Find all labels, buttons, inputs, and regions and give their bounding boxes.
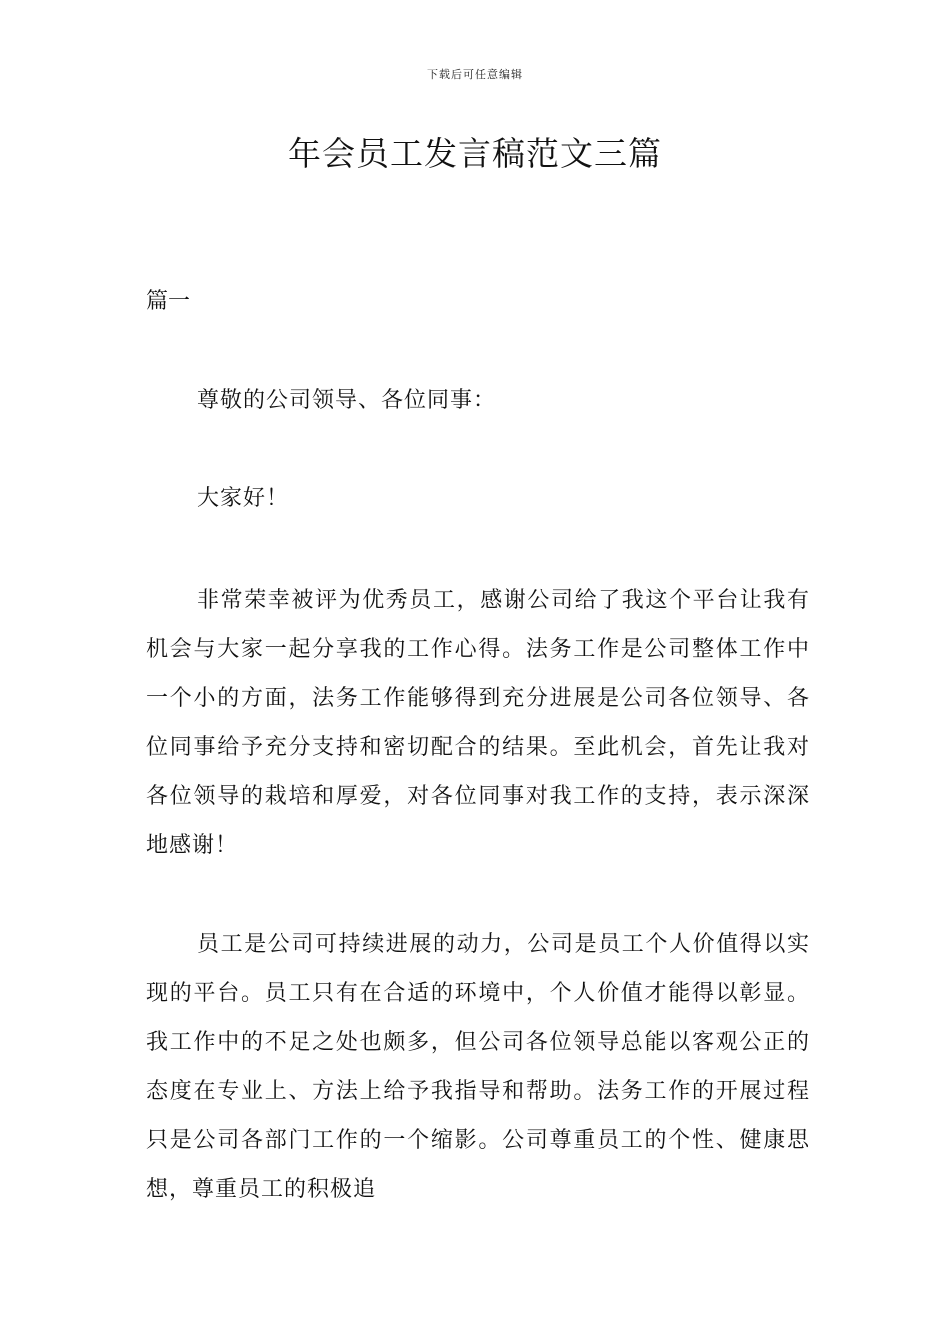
hello-line: 大家好！ <box>197 486 290 511</box>
section-label: 篇一 <box>146 289 191 314</box>
body-paragraph: 员工是公司可持续进展的动力，公司是员工个人价值得以实现的平台。员工只有在合适的环境中，个人价值才能得以彰显。我工作中的不足之处也颇多，但公司各位领导总能以客观公正的态度在专业上、方法上给予我指导和帮助。法务工作的开展过程只是公司各部门工作的一个缩影。公司尊重员工的个性、健康思想，尊重员工的积极追 <box>146 932 810 1202</box>
body-paragraph: 非常荣幸被评为优秀员工，感谢公司给了我这个平台让我有机会与大家一起分享我的工作心得。法务工作是公司整体工作中一个小的方面，法务工作能够得到充分进展是公司各位领导、各位同事给予充分支持和密切配合的结果。至此机会，首先让我对各位领导的栽培和厚爱，对各位同事对我工作的支持，表示深深地感谢！ <box>146 588 810 858</box>
document-title: 年会员工发言稿范文三篇 <box>288 134 662 173</box>
greeting-line: 尊敬的公司领导、各位同事： <box>197 388 497 413</box>
header-note: 下载后可任意编辑 <box>427 68 523 81</box>
